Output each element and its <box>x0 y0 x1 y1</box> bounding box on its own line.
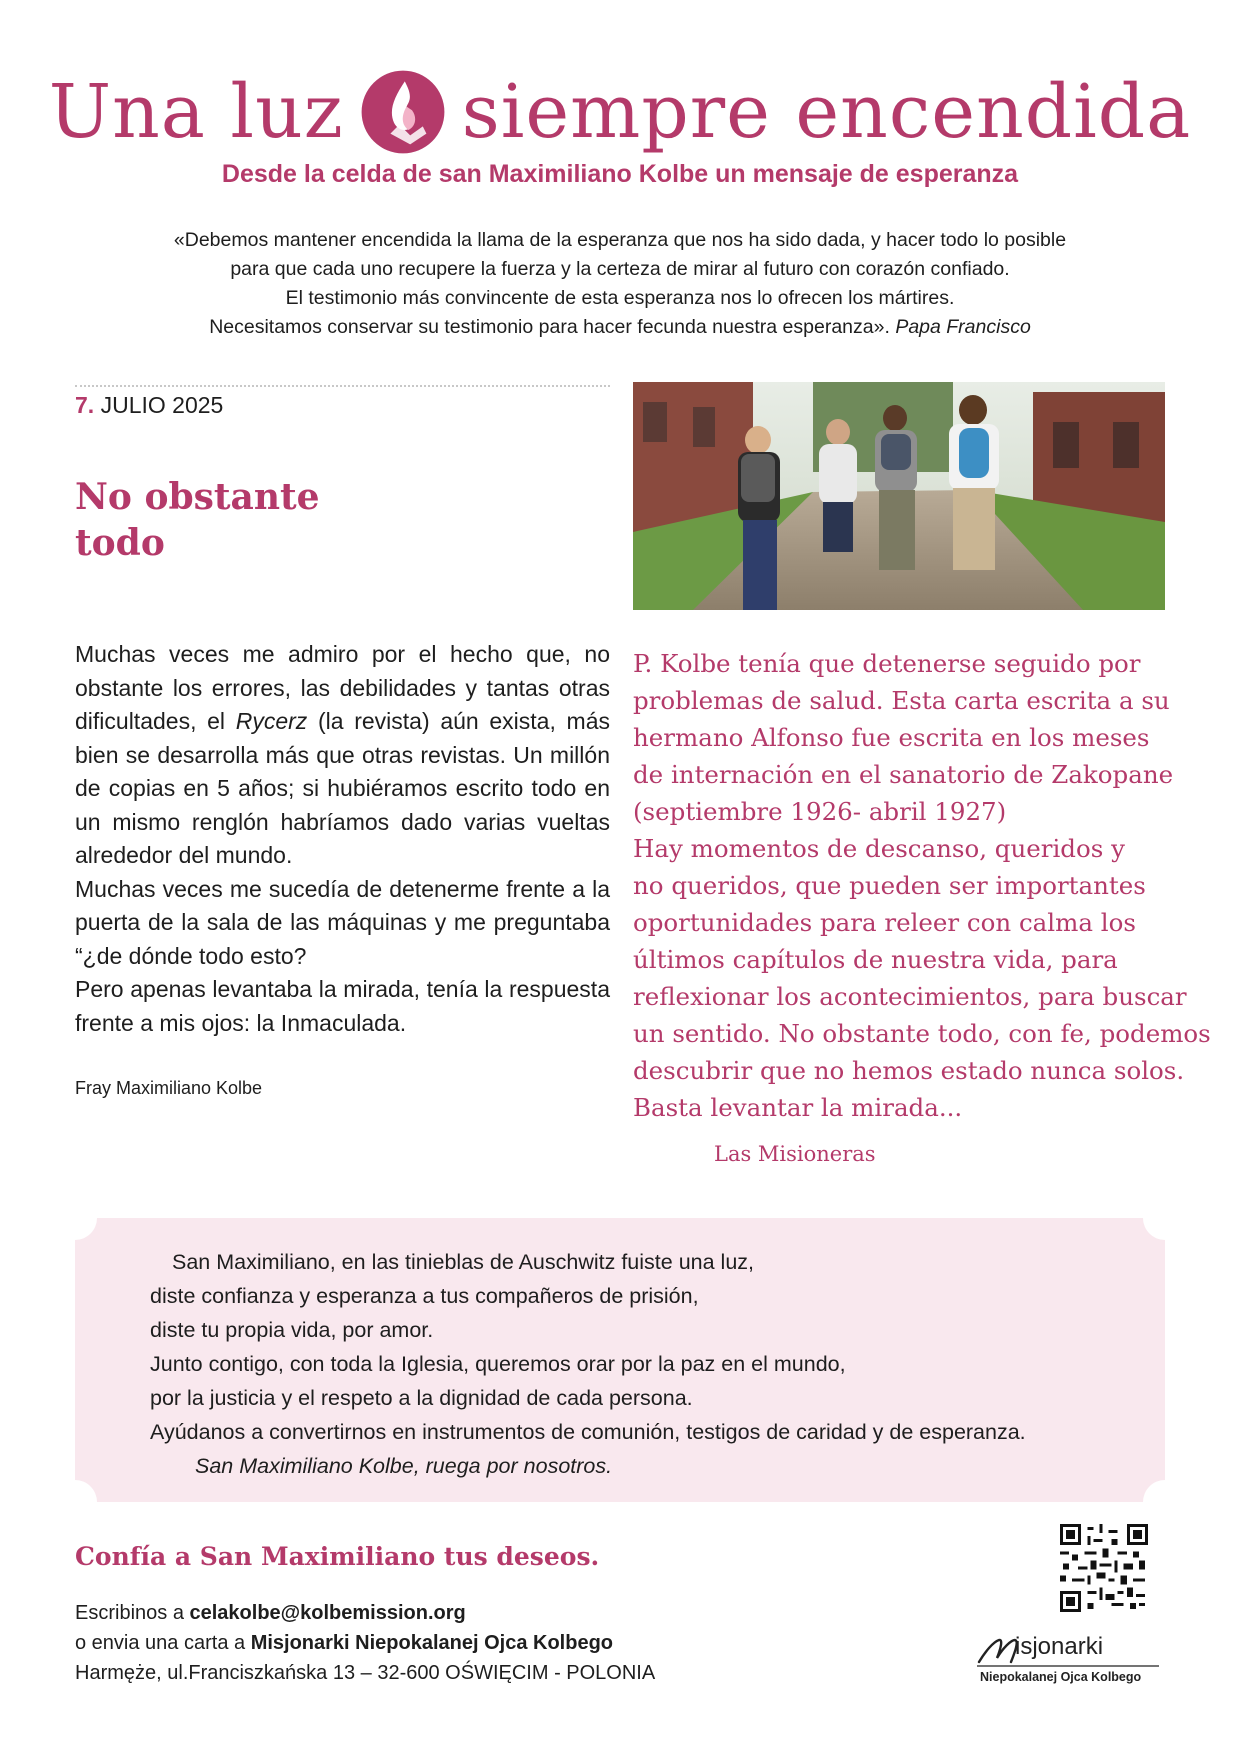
reflection-line: un sentido. No obstante todo, con fe, podemos <box>633 1019 1211 1048</box>
entry-date <box>75 392 223 419</box>
text-run: Escribinos a <box>75 1602 190 1624</box>
paragraph-1 <box>75 638 610 873</box>
reflection-line: (septiembre 1926- abril 1927) <box>633 797 1007 826</box>
heading-line: No obstante <box>75 476 320 518</box>
paragraph-3: Pero apenas levantaba la mirada, tenía la respuesta frente a mis ojos: la Inmaculada. <box>75 976 610 1036</box>
prayer-line: Junto contigo, con toda la Iglesia, queremos orar por la paz en el mundo, <box>150 1352 846 1376</box>
flame-logo-icon <box>358 67 448 157</box>
text-run: o envia una carta a <box>75 1632 251 1654</box>
reflection-line: problemas de salud. Esta carta escrita a su <box>633 686 1170 715</box>
reflection-line: P. Kolbe tenía que detenerse seguido por <box>633 649 1141 678</box>
subtitle: Desde la celda de san Maximiliano Kolbe un mensaje de esperanza <box>221 160 1019 188</box>
reflection-line: descubrir que no hemos estado nunca solos. <box>633 1056 1185 1085</box>
call-to-action: Confía a San Maximiliano tus deseos. <box>75 1542 600 1571</box>
paragraph-2: Muchas veces me sucedía de detenerme frente a la puerta de la sala de las máquinas y me preguntaba “¿de dónde todo esto? <box>75 875 610 969</box>
walking-pilgrims-photo <box>633 382 1165 610</box>
date-day: 7. <box>75 392 95 418</box>
entry-heading <box>75 474 475 566</box>
prayer-line: por la justicia y el respeto a la dignidad de cada persona. <box>150 1386 693 1410</box>
prayer-line: San Maximiliano, en las tinieblas de Auschwitz fuiste una luz, <box>172 1250 755 1274</box>
quote-author: Papa Francisco <box>895 316 1031 338</box>
magazine-name: Rycerz <box>235 708 308 734</box>
prayer-text <box>150 1245 1140 1483</box>
prayer-line: diste tu propia vida, por amor. <box>150 1318 434 1342</box>
reflection-signature: Las Misioneras <box>714 1142 876 1166</box>
title-left: Una luz <box>48 69 344 155</box>
address-line: Harmęże, ul.Franciszkańska 13 – 32-600 OŚWIĘCIM - POLONIA <box>75 1662 656 1684</box>
prayer-closing: San Maximiliano Kolbe, ruega por nosotros. <box>195 1454 613 1478</box>
logo-tagline: Niepokalanej Ojca Kolbego <box>980 1670 1142 1684</box>
quote-line: Necesitamos conservar su testimonio para hacer fecunda nuestra esperanza». <box>209 316 890 338</box>
org-name: Misjonarki Niepokalanej Ojca Kolbego <box>250 1632 614 1654</box>
letter-line <box>75 1628 655 1658</box>
reflection-text <box>633 645 1211 1126</box>
quote-line: «Debemos mantener encendida la llama de la esperanza que nos ha sido dada, y hacer todo lo posible <box>173 229 1067 251</box>
page-title <box>0 62 1240 162</box>
text-run: (la revista) aún exista, más bien se desarrolla más que otras revistas. Un millón de copias en 5 años; si hubiéramos escrito todo en un mismo renglón habríamos dado varias vueltas alrededor del mundo. <box>75 708 610 868</box>
title-right: siempre encendida <box>461 69 1192 155</box>
reflection-line: no queridos, que pueden ser importantes <box>633 871 1146 900</box>
prayer-line: Ayúdanos a convertirnos en instrumentos de comunión, testigos de caridad y de esperanza. <box>150 1420 1026 1444</box>
prayer-line: diste confianza y esperanza a tus compañeros de prisión, <box>150 1284 699 1308</box>
pope-quote <box>100 226 1140 342</box>
entry-body <box>75 638 610 1040</box>
reflection-line: Hay momentos de descanso, queridos y <box>633 834 1125 863</box>
reflection-line: oportunidades para releer con calma los <box>633 908 1136 937</box>
quote-line: para que cada uno recupere la fuerza y la certeza de mirar al futuro con corazón confiado. <box>230 258 1010 280</box>
email-line <box>75 1598 655 1628</box>
reflection-line: Basta levantar la mirada... <box>633 1093 963 1122</box>
date-month-year: JULIO 2025 <box>100 392 224 418</box>
reflection-line: hermano Alfonso fue escrita en los meses <box>633 723 1150 752</box>
contact-info <box>75 1598 655 1688</box>
reflection-line: reflexionar los acontecimientos, para buscar <box>633 982 1187 1011</box>
qr-code-icon[interactable] <box>1060 1524 1148 1612</box>
logo-wordmark: isjonarki <box>1015 1633 1104 1660</box>
divider <box>75 385 610 387</box>
heading-line: todo <box>75 522 165 564</box>
quote-line-last <box>100 313 1140 342</box>
reflection-line: últimos capítulos de nuestra vida, para <box>633 945 1118 974</box>
text-run: Muchas veces me admiro por el hecho que, no obstante los errores, las debilidades y tantas otras dificultades, el <box>75 641 610 734</box>
entry-signature: Fray Maximiliano Kolbe <box>75 1078 263 1098</box>
email-link[interactable]: celakolbe@kolbemission.org <box>189 1602 466 1624</box>
reflection-line: de internación en el sanatorio de Zakopane <box>633 760 1174 789</box>
quote-line: El testimonio más convincente de esta esperanza nos lo ofrecen los mártires. <box>285 287 955 309</box>
